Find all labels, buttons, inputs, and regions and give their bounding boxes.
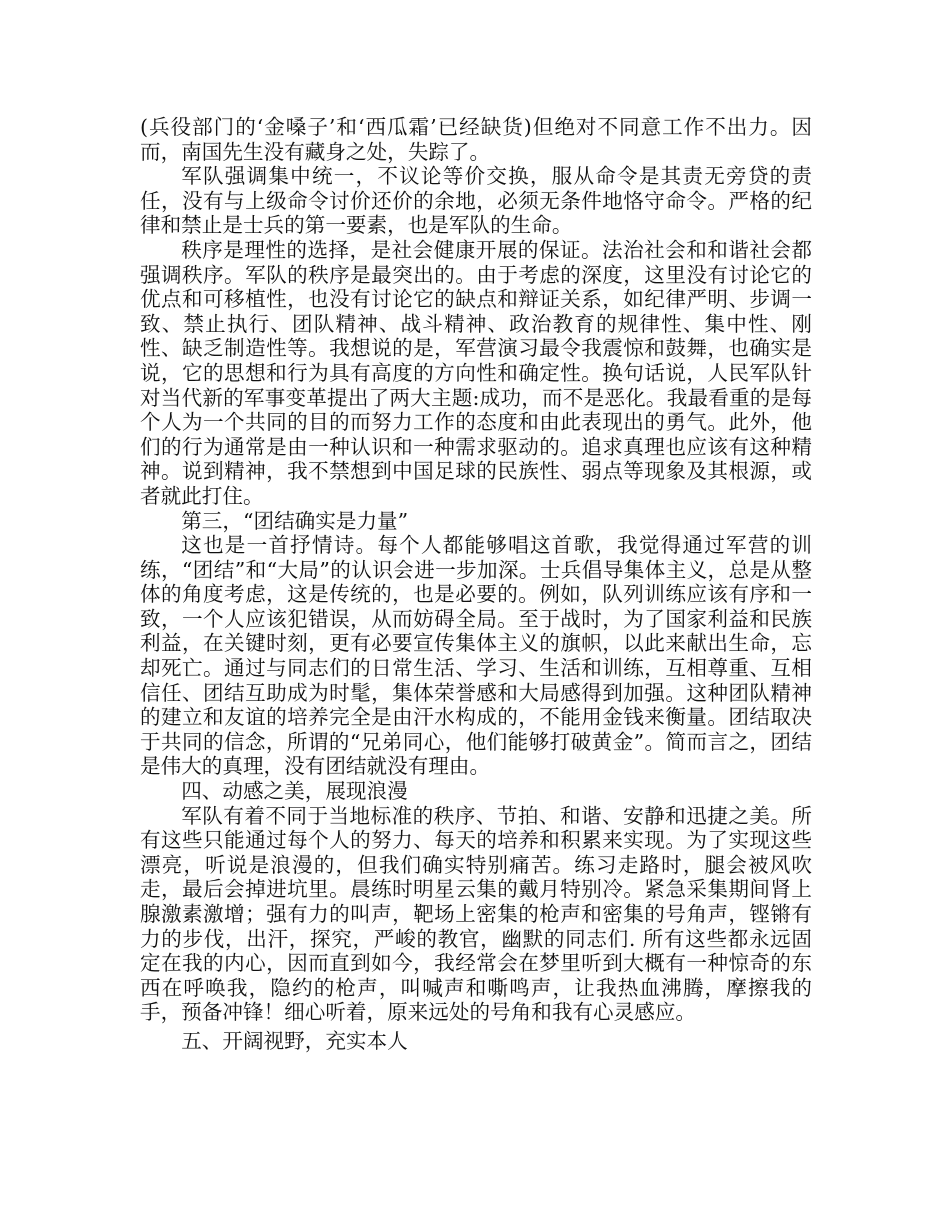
document-page [140,115,812,1054]
section-heading-dynamic-beauty: 四、动感之美，展现浪漫 [181,779,408,804]
paragraph-order: 秩序是理性的选择，是社会健康开展的保证。法治社会和和谐社会都强调秩序。军队的秩序是最突出的。由于考虑的深度，这里没有讨论它的优点和可移植性，也没有讨论它的缺点和辩证关系，如纪律严明、步调一致、禁止执行、团队精神、战斗精神、政治教育的规律性、集中性、刚性、缺乏制造性等。我想说的是，军营演习最令我震惊和鼓舞，也确实是说，它的思想和行为具有高度的方向性和确定性。换句话说，人民军队针对当代新的军事变革提出了两大主题:成功，而不是恶化。我最看重的是每个人为一个共同的目的而努力工作的态度和由此表现出的勇气。此外，他们的行为通常是由一种认识和一种需求驱动的。追求真理也应该有这种精神。说到精神，我不禁想到中国足球的民族性、弱点等现象及其根源，或者就此打住。 [140,237,812,508]
paragraph-dynamic-beauty: 军队有着不同于当地标准的秩序、节拍、和谐、安静和迅捷之美。所有这些只能通过每个人的努力、每天的培养和积累来实现。为了实现这些漂亮，听说是浪漫的，但我们确实特别痛苦。练习走路时，腿会被风吹走，最后会掉进坑里。晨练时明星云集的戴月特别冷。紧急采集期间肾上腺激素激增；强有力的叫声，靶场上密集的枪声和密集的号角声，铿锵有力的步伐，出汗，探究，严峻的教官，幽默的同志们. 所有这些都永远固定在我的内心，因而直到如今，我经常会在梦里听到大概有一种惊奇的东西在呼唤我，隐约的枪声，叫喊声和嘶鸣声，让我热血沸腾，摩擦我的手，预备冲锋！细心听着，原来远处的号角和我有心灵感应。 [140,803,812,1025]
paragraph-unity: 这也是一首抒情诗。每个人都能够唱这首歌，我觉得通过军营的训练，“团结”和“大局”的认识会进一步加深。士兵倡导集体主义，总是从整体的角度考虑，这是传统的，也是必要的。例如，队列训练应该有序和一致，一个人应该犯错误，从而妨碍全局。至于战时，为了国家利益和民族利益，在关键时刻，更有必要宣传集体主义的旗帜，以此来献出生命，忘却死亡。通过与同志们的日常生活、学习、生活和训练，互相尊重、互相信任、团结互助成为时髦，集体荣誉感和大局感得到加强。这种团队精神的建立和友谊的培养完全是由汗水构成的，不能用金钱来衡量。团结取决于共同的信念，所谓的“兄弟同心，他们能够打破黄金”。简而言之，团结是伟大的真理，没有团结就没有理由。 [140,533,812,779]
section-heading-broaden-horizons: 五、开阔视野，充实本人 [181,1028,408,1053]
section-heading-unity: 第三，“团结确实是力量” [181,508,409,533]
paragraph-continuation: (兵役部门的‘金嗓子’和‘西瓜霜’已经缺货)但绝对不同意工作不出力。因而，南国先生没有藏身之处，失踪了。 [140,115,812,164]
paragraph-military-discipline: 军队强调集中统一，不议论等价交换，服从命令是其责无旁贷的责任，没有与上级命令讨价还价的余地，必须无条件地恪守命令。严格的纪律和禁止是士兵的第一要素，也是军队的生命。 [140,164,812,238]
